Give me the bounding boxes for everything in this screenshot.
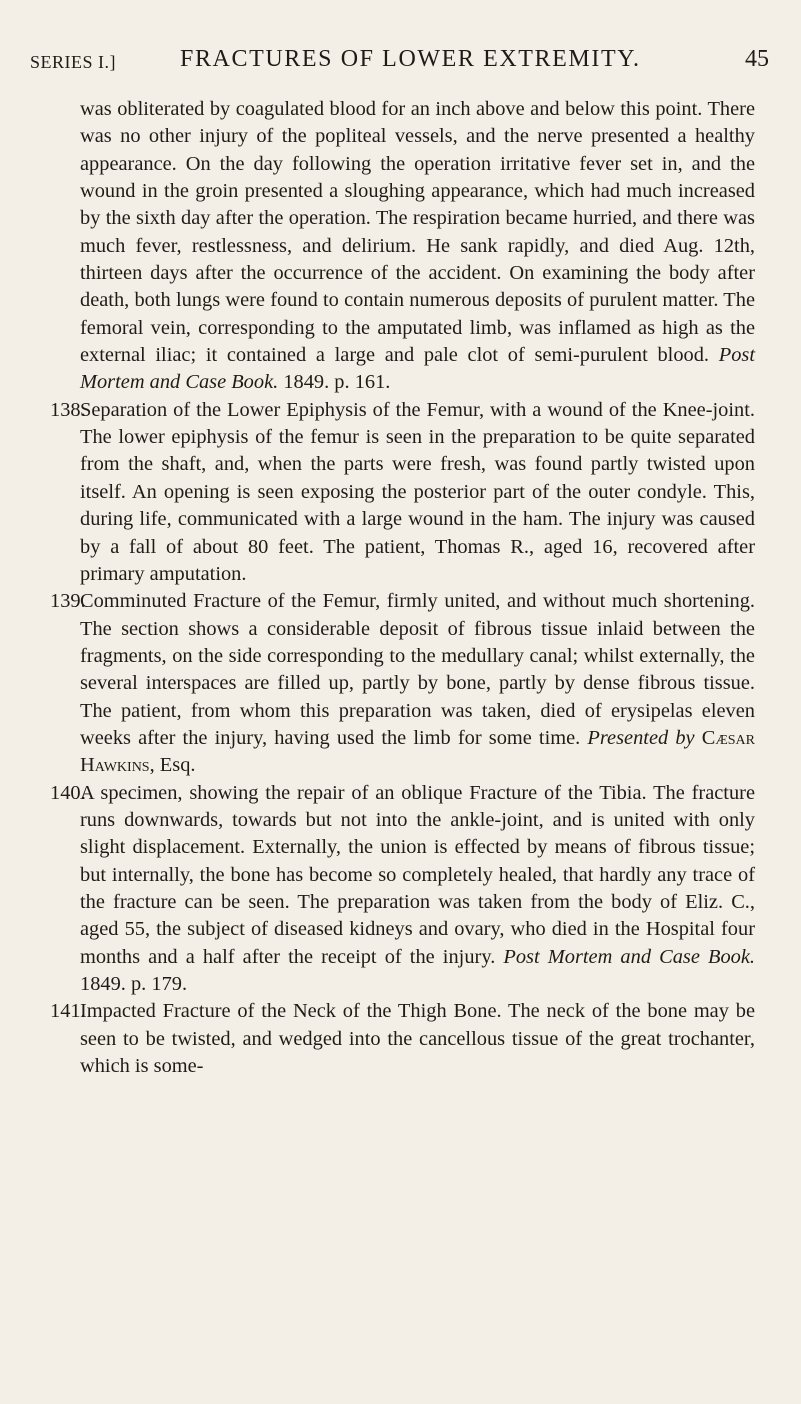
entry-number: 139.: [50, 590, 86, 613]
body-text: [50, 96, 755, 1080]
entry-source: Post Mortem and Case Book.: [503, 945, 755, 968]
entry-body: A specimen, showing the repair of an oblique Fracture of the Tibia. The fracture runs downwards, towards but not into the ankle-joint, and is united with only slight displacement. Externally, the union is effected by means of fibrous tissue; but internally, the bone has become so completely healed, that hardly any trace of the fracture can be seen. The preparation was taken from the body of Eliz. C., aged 55, the subject of diseased kidneys and ovary, who died in the Hospital four months and a half after the receipt of the injury.: [80, 781, 755, 968]
entry-body: Comminuted Fracture of the Femur, firmly united, and without much shortening. The section shows a considerable deposit of fibrous tissue inlaid between the fragments, on the side corresponding to the medullary canal; whilst externally, the several interspaces are filled up, partly by bone, partly by dense fibrous tissue. The patient, from whom this preparation was taken, died of erysipelas eleven weeks after the injury, having used the limb for some time.: [80, 590, 755, 749]
series-label: SERIES I.]: [30, 52, 116, 72]
continuation-text: was obliterated by coagulated blood for an inch above and below this point. There was no other injury of the popliteal vessels, and the nerve presented a healthy appearance. On the day following the operation irritative fever set in, and the wound in the groin presented a sloughing appearance, which had much increased by the sixth day after the operation. The respiration became hurried, and there was much fever, restlessness, and delirium. He sank rapidly, and died Aug. 12th, thirteen days after the occurrence of the accident. On examining the body after death, both lungs were found to contain numerous deposits of purulent matter. The femoral vein, corresponding to the amputated limb, was inflamed as high as the external iliac; it contained a large and pale clot of semi-purulent blood.: [80, 98, 755, 367]
continuation-source: Post Mortem and Case Book.: [80, 344, 755, 394]
page-number: 45: [745, 46, 769, 72]
entry-source: Presented by: [587, 726, 695, 749]
entry-139: [50, 588, 755, 779]
page-title: FRACTURES OF LOWER EXTREMITY.: [180, 46, 641, 72]
entry-text: [80, 780, 755, 999]
entry-number: 140.: [50, 781, 86, 804]
entry-140: [50, 780, 755, 999]
entry-text: [80, 397, 755, 588]
entry-text: [80, 588, 755, 779]
entry-source-name: Cæsar Hawkins: [80, 726, 756, 777]
entry-138: [50, 397, 755, 588]
continuation-paragraph: [50, 96, 755, 397]
entry-141: [50, 998, 755, 1080]
entry-number: 141.: [50, 1000, 86, 1023]
entry-text: [80, 998, 755, 1080]
entry-source-ref: 1849. p. 179.: [80, 973, 188, 995]
entry-source-tail: , Esq.: [149, 754, 196, 777]
entry-body: Separation of the Lower Epiphysis of the Femur, with a wound of the Knee-joint. The lower epiphysis of the femur is seen in the preparation to be quite separated from the shaft, and, when the parts were fresh, was found partly twisted upon itself. An opening is seen exposing the posterior part of the outer condyle. This, during life, communicated with a large wound in the ham. The injury was caused by a fall of about 80 feet. The patient, Thomas R., aged 16, recovered after primary amputation.: [80, 398, 755, 585]
continuation-source-ref: 1849. p. 161.: [283, 371, 391, 394]
entry-number: 138.: [50, 398, 86, 421]
entry-body: Impacted Fracture of the Neck of the Thigh Bone. The neck of the bone may be seen to be twisted, and wedged into the cancellous tissue of the great trochanter, which is some-: [80, 1000, 755, 1078]
running-head: [30, 46, 769, 76]
